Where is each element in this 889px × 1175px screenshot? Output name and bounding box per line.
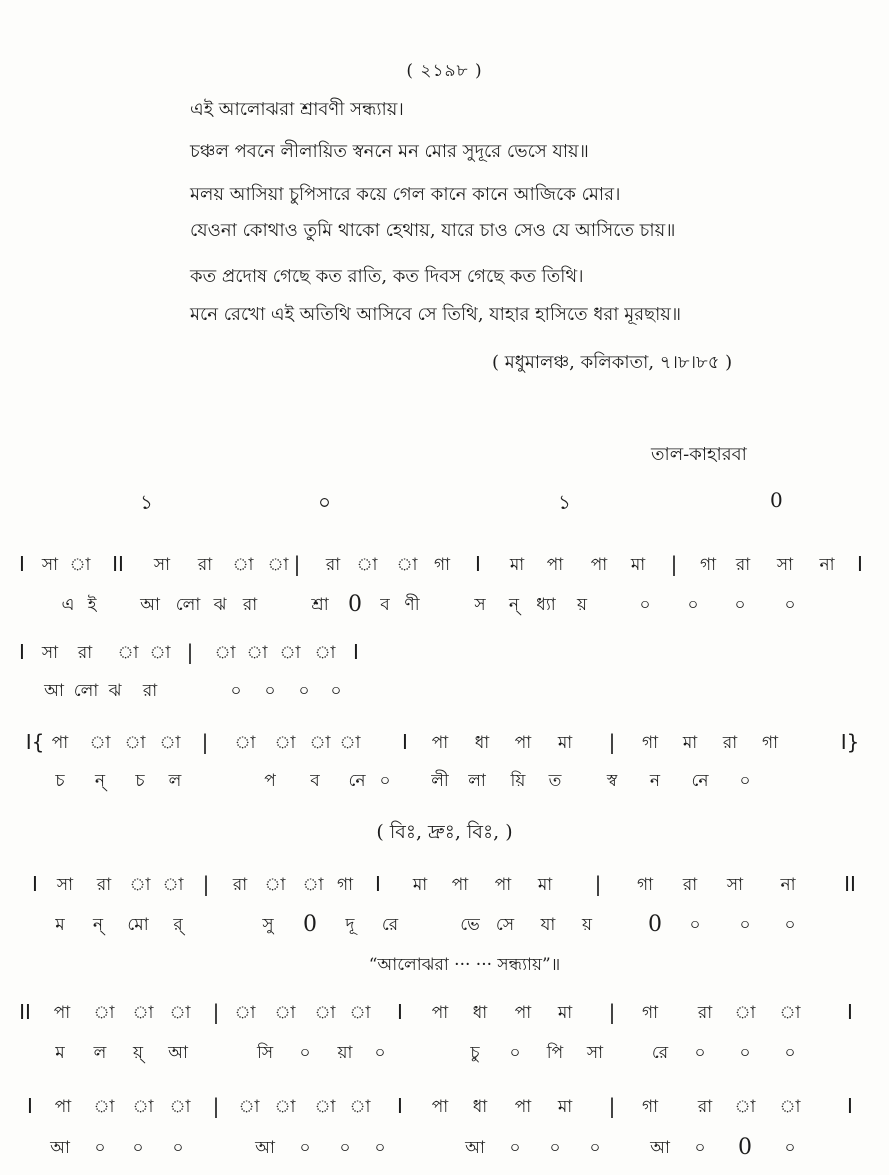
bani-syllable: আ	[168, 1043, 188, 1063]
swara-note: া	[734, 1003, 756, 1023]
swara-note: মা	[630, 555, 646, 575]
bani-syllable: ঝ	[108, 681, 122, 701]
bani-row-4	[0, 912, 889, 942]
bani-syllable: ০	[784, 1138, 796, 1158]
bar-line: |	[608, 1094, 616, 1118]
bani-row-5	[0, 1040, 889, 1070]
bar-line: I	[475, 552, 481, 576]
bar-line: |	[202, 872, 210, 896]
bar-line: I	[375, 872, 381, 896]
bar-line: |	[186, 640, 194, 664]
lyric-line-6: মনে রেখো এই অতিথি আসিবে সে তিথি, যাহার হাসিতে ধরা মূরছায়॥	[190, 304, 682, 325]
swara-note: া	[234, 1003, 256, 1023]
swara-note: পা	[51, 733, 69, 753]
bani-row-6	[0, 1135, 889, 1165]
bani-syllable: ম	[55, 1043, 65, 1063]
swara-note: া	[69, 555, 91, 575]
bani-syllable: আ	[255, 1138, 275, 1158]
swara-note: মা	[682, 733, 698, 753]
beat-marker: ১	[140, 490, 153, 514]
bani-syllable: ০	[549, 1138, 561, 1158]
swara-row-3	[0, 730, 889, 760]
bani-syllable: ণী	[404, 595, 420, 615]
swara-note: া	[349, 1003, 371, 1023]
bani-syllable: ব	[380, 595, 390, 615]
swara-note: া	[129, 875, 151, 895]
swara-note: মা	[557, 733, 573, 753]
bani-syllable: যা	[540, 915, 556, 935]
swara-note: া	[214, 643, 236, 663]
swara-row-5	[0, 1000, 889, 1030]
bani-syllable: য়	[576, 595, 588, 615]
bani-syllable: এ	[61, 595, 75, 615]
bani-row-2	[0, 678, 889, 708]
bani-syllable: স	[474, 595, 486, 615]
bani-syllable: সি	[256, 1043, 274, 1063]
bar-line: I	[353, 640, 359, 664]
bani-syllable: নে	[691, 771, 709, 791]
swara-row-6	[0, 1094, 889, 1124]
swara-note: পা	[431, 1097, 449, 1117]
swara-note: গা	[699, 555, 717, 575]
swara-note: া	[234, 733, 256, 753]
swara-note: পা	[546, 555, 564, 575]
swara-note: া	[349, 1097, 371, 1117]
swara-note: া	[89, 733, 111, 753]
bar-line: II	[19, 1000, 31, 1024]
bani-syllable: ০	[739, 1043, 751, 1063]
swara-note: ধা	[472, 1003, 488, 1023]
bar-line: I	[32, 872, 38, 896]
bani-syllable: ০	[784, 915, 796, 935]
bani-syllable: ন্	[94, 771, 106, 791]
swara-note: রা	[682, 875, 698, 895]
bani-syllable: ০	[94, 1138, 106, 1158]
bani-syllable: ন	[649, 771, 661, 791]
bani-syllable: ম	[55, 915, 65, 935]
bani-syllable: চ	[55, 771, 65, 791]
bar-line: I	[19, 640, 25, 664]
bani-syllable: মো	[127, 915, 149, 935]
bani-syllable: য়্	[132, 1043, 144, 1063]
bani-syllable: ০	[299, 1043, 311, 1063]
swara-note: না	[780, 875, 796, 895]
swara-note: া	[734, 1097, 756, 1117]
swara-note: া	[274, 1003, 296, 1023]
bani-syllable: ০	[298, 681, 310, 701]
swara-note: া	[149, 643, 171, 663]
swara-note: পা	[590, 555, 608, 575]
bani-syllable: ০	[509, 1138, 521, 1158]
swara-note: া	[302, 875, 324, 895]
bani-syllable: প	[264, 771, 276, 791]
lyric-line-1: এই আলোঝরা শ্রাবণী সন্ধ্যায়।	[190, 99, 404, 120]
swara-row-1	[0, 552, 889, 582]
swara-note: া	[396, 555, 418, 575]
swara-note: ধা	[472, 1097, 488, 1117]
bani-syllable: আ	[140, 595, 160, 615]
swara-note: া	[274, 733, 296, 753]
swara-note: পা	[451, 875, 469, 895]
swara-note: া	[169, 1003, 191, 1023]
bani-syllable: আ	[465, 1138, 485, 1158]
lyric-line-5: কত প্রদোষ গেছে কত রাতি, কত দিবস গেছে কত তিথি।	[190, 266, 584, 287]
bar-line: |	[608, 1000, 616, 1024]
swara-note: া	[264, 875, 286, 895]
bani-syllable: য়	[581, 915, 593, 935]
swara-note: রা	[197, 555, 213, 575]
swara-note: মা	[557, 1097, 573, 1117]
bani-syllable: আ	[650, 1138, 670, 1158]
bar-line: I	[847, 1094, 853, 1118]
swara-row-2	[0, 640, 889, 670]
swara-note: সা	[726, 875, 744, 895]
swara-note: সা	[56, 875, 74, 895]
swara-note: গা	[641, 1003, 659, 1023]
swara-note: া	[132, 1003, 154, 1023]
swara-note: া	[779, 1003, 801, 1023]
swara-note: মা	[412, 875, 428, 895]
swara-note: রা	[697, 1097, 713, 1117]
swara-note: া	[279, 643, 301, 663]
swara-note: া	[169, 1097, 191, 1117]
bar-line: I	[19, 552, 25, 576]
bani-syllable: ল	[93, 1043, 107, 1063]
section-note: ( বিঃ, দ্রুঃ, বিঃ, )	[376, 821, 513, 843]
swara-note: পা	[514, 733, 532, 753]
bani-syllable: ০	[694, 1138, 706, 1158]
bani-syllable: ০	[687, 595, 699, 615]
swara-note: মা	[557, 1003, 573, 1023]
bani-syllable: পি	[546, 1043, 564, 1063]
swara-note: া	[232, 555, 254, 575]
bani-syllable: ত	[548, 771, 562, 791]
swara-note: পা	[53, 1003, 71, 1023]
bar-line: I	[397, 1094, 403, 1118]
bani-syllable: ০	[132, 1138, 144, 1158]
swara-note: মা	[537, 875, 553, 895]
swara-note: পা	[514, 1003, 532, 1023]
swara-note: গা	[761, 733, 779, 753]
bani-syllable: আ	[44, 681, 64, 701]
bani-syllable: য়া	[337, 1043, 353, 1063]
swara-note: ধা	[474, 733, 490, 753]
swara-note: রা	[96, 875, 112, 895]
lyric-line-2: চঞ্চল পবনে লীলায়িত স্বননে মন মোর সুদূরে ভেসে যায়॥	[190, 141, 589, 162]
swara-note: পা	[514, 1097, 532, 1117]
bani-syllable: ০	[230, 681, 242, 701]
bani-syllable: লো	[73, 681, 99, 701]
swara-note: রা	[77, 643, 93, 663]
bani-syllable: শ্রা	[311, 595, 329, 615]
swara-note: া	[124, 733, 146, 753]
bani-syllable: ব	[310, 771, 320, 791]
swara-note: া	[274, 1097, 296, 1117]
swara-note: গা	[336, 875, 354, 895]
bani-syllable: ০	[639, 595, 651, 615]
swara-note: সা	[776, 555, 794, 575]
beat-marker: ১	[558, 490, 571, 514]
bani-syllable: ০	[374, 1043, 386, 1063]
bani-syllable: ০	[784, 595, 796, 615]
swara-note: া	[339, 733, 361, 753]
swara-note: রা	[232, 875, 248, 895]
swara-note: া	[309, 733, 331, 753]
bani-syllable: ০	[739, 915, 751, 935]
bani-syllable: ০	[784, 1043, 796, 1063]
bani-syllable: ০	[689, 915, 701, 935]
bani-syllable: সে	[495, 915, 515, 935]
swara-row-4	[0, 872, 889, 902]
bar-line: I}	[840, 730, 860, 754]
source-citation: ( মধুমালঞ্চ, কলিকাতা, ৭।৮।৮৫ )	[492, 352, 733, 373]
swara-note: গা	[433, 555, 451, 575]
swara-note: রা	[735, 555, 751, 575]
bani-syllable: ০	[172, 1138, 184, 1158]
bar-line: |	[608, 730, 616, 754]
beat-marker: ০	[318, 490, 332, 514]
swara-note: া	[238, 1097, 260, 1117]
swara-note: রা	[722, 733, 738, 753]
bani-syllable: র্	[173, 915, 183, 935]
swara-note: গা	[636, 875, 654, 895]
bani-row-3	[0, 768, 889, 798]
bani-syllable: ০	[379, 771, 391, 791]
song-number: ( ২১৯৮ )	[406, 61, 483, 81]
swara-note: া	[132, 1097, 154, 1117]
swara-note: পা	[494, 875, 512, 895]
bani-syllable: 0	[648, 912, 662, 937]
bar-line: |	[293, 552, 301, 576]
bani-syllable: লা	[468, 771, 486, 791]
swara-note: া	[314, 643, 336, 663]
bani-row-1	[0, 592, 889, 622]
bani-syllable: সু	[262, 915, 274, 935]
bar-line: I	[857, 552, 863, 576]
swara-note: রা	[697, 1003, 713, 1023]
bani-syllable: রে	[651, 1043, 669, 1063]
bar-line: |	[212, 1094, 220, 1118]
swara-note: া	[314, 1003, 336, 1023]
bani-syllable: লো	[175, 595, 201, 615]
bani-syllable: ০	[339, 1138, 351, 1158]
swara-note: পা	[431, 733, 449, 753]
bani-syllable: ই	[87, 595, 97, 615]
bani-syllable: 0	[303, 912, 317, 937]
bani-syllable: য়ি	[510, 771, 526, 791]
bani-syllable: ০	[694, 1043, 706, 1063]
swara-note: া	[314, 1097, 336, 1117]
bani-syllable: রে	[381, 915, 399, 935]
bani-syllable: নে	[348, 771, 366, 791]
swara-note: না	[819, 555, 835, 575]
bar-line: I	[402, 730, 408, 754]
bar-line: |	[670, 552, 678, 576]
bani-syllable: চু	[470, 1043, 480, 1063]
swara-note: া	[267, 555, 289, 575]
swara-note: া	[162, 875, 184, 895]
bani-syllable: চ	[135, 771, 145, 791]
bani-syllable: ধ্যা	[536, 595, 556, 615]
swara-note: গা	[641, 733, 659, 753]
bar-line: |	[201, 730, 209, 754]
swara-note: া	[93, 1097, 115, 1117]
bani-syllable: ০	[264, 681, 276, 701]
swara-note: সা	[153, 555, 171, 575]
bar-line: II	[112, 552, 124, 576]
swara-note: া	[159, 733, 181, 753]
bani-syllable: আ	[50, 1138, 70, 1158]
refrain-cue: “আলোঝরা ··· ··· সন্ধ্যায়”॥	[368, 955, 561, 975]
swara-note: া	[779, 1097, 801, 1117]
bani-syllable: 0	[738, 1135, 752, 1160]
swara-note: া	[356, 555, 378, 575]
swara-note: া	[93, 1003, 115, 1023]
tala-label: তাল-কাহারবা	[651, 444, 747, 465]
bar-line: |	[212, 1000, 220, 1024]
bani-syllable: ন্	[508, 595, 520, 615]
swara-note: গা	[641, 1097, 659, 1117]
swara-note: পা	[431, 1003, 449, 1023]
bani-syllable: ০	[734, 595, 746, 615]
bani-syllable: রা	[242, 595, 258, 615]
bani-syllable: ০	[739, 771, 751, 791]
bar-line: I	[847, 1000, 853, 1024]
bani-syllable: দূ	[345, 915, 355, 935]
bani-syllable: সা	[586, 1043, 604, 1063]
bar-line: I	[27, 1094, 33, 1118]
bani-syllable: রা	[142, 681, 158, 701]
bani-syllable: স্ব	[606, 771, 618, 791]
swara-note: পা	[54, 1097, 72, 1117]
swara-note: সা	[41, 555, 59, 575]
bani-syllable: লী	[431, 771, 449, 791]
swara-note: া	[117, 643, 139, 663]
swara-note: সা	[41, 643, 59, 663]
bani-syllable: ০	[509, 1043, 521, 1063]
swara-note: রা	[325, 555, 341, 575]
bar-line: |	[594, 872, 602, 896]
lyric-line-4: যেওনা কোথাও তুমি থাকো হেথায়, যারে চাও সেও যে আসিতে চায়॥	[190, 220, 676, 241]
bani-syllable: ল	[168, 771, 182, 791]
swara-note: া	[246, 643, 268, 663]
bani-syllable: ০	[299, 1138, 311, 1158]
swara-note: মা	[509, 555, 525, 575]
beat-marker: 0	[770, 488, 783, 512]
bar-line: II	[844, 872, 856, 896]
bani-syllable: ন্	[92, 915, 104, 935]
bani-syllable: 0	[348, 592, 362, 617]
bani-syllable: ভে	[460, 915, 480, 935]
bar-line: I{	[25, 730, 45, 754]
bar-line: I	[397, 1000, 403, 1024]
bani-syllable: ঝ	[213, 595, 227, 615]
bani-syllable: ০	[330, 681, 342, 701]
bani-syllable: ০	[589, 1138, 601, 1158]
lyric-line-3: মলয় আসিয়া চুপিসারে কয়ে গেল কানে কানে আজিকে মোর।	[190, 184, 621, 205]
bani-syllable: ০	[374, 1138, 386, 1158]
